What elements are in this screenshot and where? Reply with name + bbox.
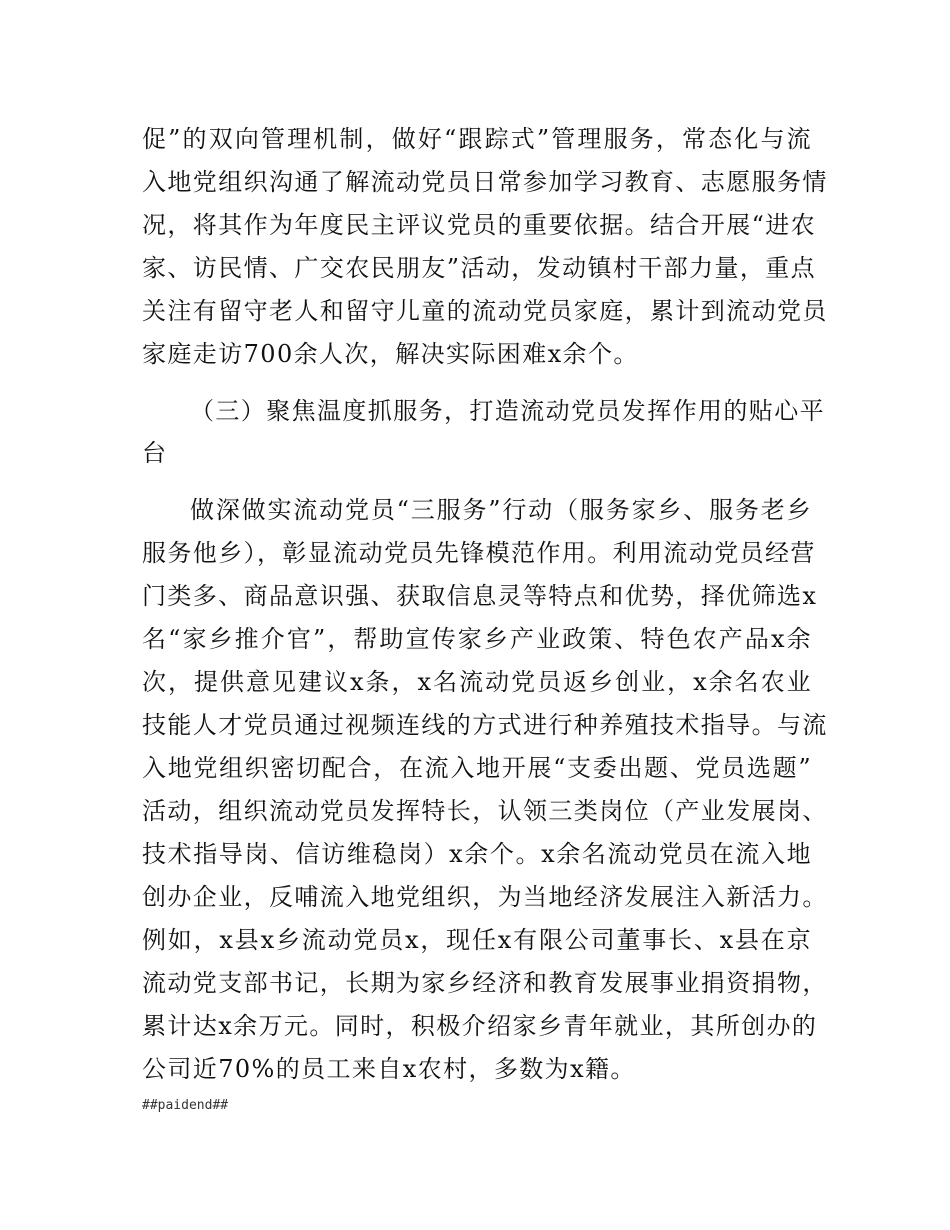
paragraph-line: 次，提供意见建议x条，x名流动党员返乡创业，x余名农业	[142, 668, 812, 696]
paragraph-line: 技能人才党员通过视频连线的方式进行种养殖技术指导。与流	[142, 711, 828, 739]
paragraph-line: 服务他乡），彰显流动党员先锋模范作用。利用流动党员经营	[142, 539, 816, 567]
paragraph-line: 公司近70%的员工来自x农村，多数为x籍。	[142, 1055, 636, 1083]
paragraph-line: 门类多、商品意识强、获取信息灵等特点和优势，择优筛选x	[142, 582, 818, 610]
heading-line: 台	[142, 439, 168, 467]
paragraph-line: 家庭走访700余人次，解决实际困难x余个。	[142, 340, 639, 368]
paragraph-line: 家、访民情、广交农民朋友”活动，发动镇村干部力量，重点	[142, 254, 817, 282]
paragraph-line: 流动党支部书记，长期为家乡经济和教育发展事业捐资捐物，	[142, 969, 828, 997]
paragraph-line: 名“家乡推介官”，帮助宣传家乡产业政策、特色农产品x余	[142, 625, 812, 653]
paragraph-line: 累计达x余万元。同时，积极介绍家乡青年就业，其所创办的	[142, 1012, 818, 1040]
end-marker: ##paidend##	[142, 1098, 229, 1113]
paragraph-line: 关注有留守老人和留守儿童的流动党员家庭，累计到流动党员	[142, 297, 828, 325]
paragraph-line: 活动，组织流动党员发挥特长，认领三类岗位（产业发展岗、	[142, 797, 828, 825]
paragraph-line: 促”的双向管理机制，做好“跟踪式”管理服务，常态化与流	[142, 125, 812, 153]
paragraph-line: 做深做实流动党员“三服务”行动（服务家乡、服务老乡	[190, 496, 812, 524]
paragraph-line: 入地党组织沟通了解流动党员日常参加学习教育、志愿服务情	[142, 168, 828, 196]
paragraph-line: 例如，x县x乡流动党员x，现任x有限公司董事长、x县在京	[142, 926, 812, 954]
paragraph-line: 技术指导岗、信访维稳岗）x余个。x余名流动党员在流入地	[142, 840, 812, 868]
paragraph-line: 入地党组织密切配合，在流入地开展“支委出题、党员选题”	[142, 754, 812, 782]
heading-line: （三）聚焦温度抓服务，打造流动党员发挥作用的贴心平	[190, 397, 825, 425]
paragraph-line: 况，将其作为年度民主评议党员的重要依据。结合开展“进农	[142, 211, 817, 239]
paragraph-line: 创办企业，反哺流入地党组织，为当地经济发展注入新活力。	[142, 883, 828, 911]
